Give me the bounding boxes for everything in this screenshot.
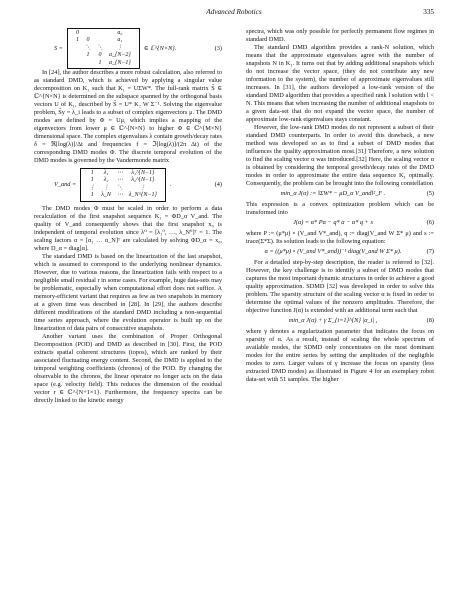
eq7-number: (7) xyxy=(426,248,434,255)
matrix-cell: 0 xyxy=(98,52,102,59)
eq3-matrix xyxy=(67,28,140,69)
matrix-cell: 1 xyxy=(90,177,94,184)
matrix-cell xyxy=(82,30,94,37)
equation-8 xyxy=(246,317,434,325)
matrix-cell: a_{N−1} xyxy=(108,59,131,66)
matrix-cell: λ₂ xyxy=(103,177,109,184)
matrix-cell: λ_N xyxy=(101,192,111,199)
eq7-body: α = ((μ*μ) ∘ (V_and V*_and))⁻¹ diag(V_and W Σ* μ). xyxy=(264,248,402,255)
equation-4 xyxy=(34,168,222,202)
matrix-cell: ⋱ xyxy=(116,184,123,191)
matrix-cell: λ_N^{N−1} xyxy=(128,192,157,199)
paragraph: This expression is a convex optimization problem which can be transformed into xyxy=(246,201,434,216)
matrix-cell: a₀ xyxy=(117,30,123,36)
eq3-number: (3) xyxy=(214,44,222,52)
running-header xyxy=(34,8,434,20)
paragraph: Another variant uses the combination of Proper Orthogonal Decomposition (POD) and DMD as described in [30]. First, the POD extracts spatial coherent structures (topos), which are ranked by their associated fluctuating energy content. Second, the DMD is applied to the temporal weighting coefficients (chronos) of the POD. By changing the observable to the chronos, the linear operator no longer acts on the data space (e.g. velocity field). This reduces the dimension of the residual vector r ∈ ℂ^{N+1×1}. Furthermore, the frequency spectra can be directly linked to the kinetic energy xyxy=(34,332,222,404)
matrix-cell: 1 xyxy=(90,192,94,199)
paragraph: However, the low-rank DMD modes do not represent a subset of their standard DMD counterparts. In order to avoid this drawback, a new method was developed so as to find a subset of DMD modes that influences the quality approximation most.[31] Therefore, a new solution to find the scaling vector α was introduced.[32] Here, the scaling vector α is obtained by considering the temporal growth/decay rates of the DMD modes in order to approximate the entire data sequence K₁ optimally. Consequently, the problem can be brought into the following constellation xyxy=(246,124,434,187)
journal-title: Advanced Robotics xyxy=(206,8,262,16)
paragraph: For a detailed step-by-step description, the reader is referred to [32]. However, the key challenge is to identify a subset of DMD modes that captures the most important dynamic structures in order to achieve a good quality approximation. SDMD [32] was developed in order to solve this problem. The sparsity structure of the scaling vector α is fixed in order to determine the optimal values of the nonzero amplitudes. Therefore, the objective function J(α) is extended with an additional term such that xyxy=(246,259,434,314)
paragraph: The DMD modes Φ must be scaled in order to perform a data recalculation of the first snapshot sequence K₁ = ΦD_α V_and. The quality of V_and consequently shows that the first snapshot x₀ is independent of temporal evolution since λ⁰ = [λ₁⁰, …, λ_N⁰]ᵀ = 1. The scaling factors α = [α₁ … α_N]ᵀ are calculated by solving ΦD_α = x₀, where D_α = diag[α]. xyxy=(34,204,222,252)
matrix-cell xyxy=(82,60,94,67)
equation-3 xyxy=(34,28,222,69)
eq4-matrix xyxy=(80,168,166,202)
eq4-lhs: V_and = xyxy=(54,180,77,188)
eq5-number: (5) xyxy=(426,190,434,197)
eq6-body: J(α) = α* Pα − q* α − α* q + s xyxy=(293,219,373,226)
eq4-rhs: . xyxy=(169,180,172,188)
matrix-cell: ⋯ xyxy=(116,177,123,184)
paragraph: The standard DMD algorithm provides a rank-N solution, which means that the approximate eigenvalues agree with the number of snapshots N in K₁. It turns out that by adding additional snapshots which do not increase the vector space, (they do not contribute any new information to the system), the number of approximate eigenvalues still increases. In [31], the authors developed a low-rank version of the standard DMD algorithm that provides a specified rank l solution with l < N. This means that when increasing the number of additional snapshots to a given data-set that do not expand the vector space, the number of approximate low-rank eigenvalues stays constant. xyxy=(246,44,434,123)
matrix-cell: λ₁^{N−1} xyxy=(131,170,155,177)
matrix-cell: ⋮ xyxy=(139,184,146,191)
matrix-cell: ⋯ xyxy=(116,170,123,177)
matrix-cell: 1 xyxy=(90,170,94,177)
matrix-cell: ⋮ xyxy=(89,184,96,191)
matrix-cell: ⋮ xyxy=(116,44,123,51)
right-column xyxy=(246,28,434,384)
matrix-cell: ⋮ xyxy=(103,184,110,191)
matrix-cell: λ₂^{N−1} xyxy=(131,177,155,184)
matrix-cell xyxy=(73,45,82,52)
matrix-cell: 0 xyxy=(86,37,90,44)
matrix-cell xyxy=(94,37,106,44)
paragraph: The standard DMD is based on the linearization of the last snapshot, which is assumed to correspond to the underlying nonlinear dynamics. However, due to various reasons, the linearization fails with respect to a negligible small residual r in some cases. For example, huge data-sets may be problematic, especially when computational effort does not suffice. A memory-efficient variant that requires as few as two snapshots in memory at a given time was described in [28]. In [29], the authors describe different modifications of the standard DMD including a non-sequential time series approach, where the evolution operator is built up on the linearization of data pairs of consecutive snapshots. xyxy=(34,252,222,332)
eq3-lhs: S = xyxy=(54,44,63,52)
eq8-number: (8) xyxy=(426,317,434,324)
equation-6 xyxy=(246,219,434,227)
matrix-cell: a_{N−2} xyxy=(108,52,131,59)
matrix-cell: ⋱ xyxy=(84,44,91,51)
eq8-body: min_α J(α) + γ Σ_{i=1}^{N} |α_i| , xyxy=(288,317,378,324)
paragraph: In [24], the author describes a more robust calculation, also referred to as standard DMD, which is achieved by applying a singular value decomposition on K₁ such that K₁ = UΣW*. The full-rank matrix S̃ ∈ ℂ^{N×N} is determined on the subspace spanned by the orthogonal basis vectors U of K₁, described by S̃ = U* K₂ W Σ⁻¹. Solving the eigenvalue problem, S̃y = λ_i leads to a subset of complex eigenvectors μ. The DMD modes are defined by Φ = Uμ, which implies a mapping of the eigenvectors from lower μ ∈ ℂ^{N×N} to higher Φ ∈ ℂ^{M×N} dimensional space. The complex eigenvalues λ contain growth/decay rates δ = ℜ[log(λ)]/Δt and frequencies f = ℑ[log(λ)]/(2π Δt) of the corresponding DMD modes Φ. The discrete temporal evolution of the DMD modes is governed by the Vandermonde matrix xyxy=(34,69,222,165)
eq3-rhs: ∈ ℂ^{N×N}. xyxy=(143,44,177,52)
equation-7 xyxy=(246,248,434,256)
eq6-number: (6) xyxy=(426,219,434,226)
matrix-cell xyxy=(73,52,82,59)
left-column xyxy=(34,28,222,405)
paragraph: spectra, which was only possible for perfectly permanent flow regimes in standard DMD. xyxy=(246,28,434,43)
equation-5 xyxy=(246,190,434,198)
matrix-cell: 1 xyxy=(98,59,102,66)
eq5-body: min_α J(α) := ‖ΣW* − μD_α V_and‖²_F . xyxy=(280,190,386,197)
matrix-cell: 1 xyxy=(86,52,90,59)
matrix-cell: ⋯ xyxy=(116,192,123,199)
paragraph: where P := (μ*μ) ∘ (V_and V*_and), q := diag(V_and W Σ* μ) and s := trace(Σ*Σ). Its solution leads to the following equation: xyxy=(246,230,434,245)
matrix-cell: a₁ xyxy=(117,37,123,44)
matrix-cell xyxy=(73,60,82,67)
matrix-cell: λ₁ xyxy=(103,170,109,177)
matrix-cell: 1 xyxy=(75,37,79,44)
page-number: 335 xyxy=(423,8,434,16)
eq4-number: (4) xyxy=(214,180,222,188)
paragraph: where γ denotes a regularization parameter that indicates the focus on sparsity of α. As a result, instead of scaling the whole spectrum of available modes, the SDMD only concentrates on the most dominant modes for the entire series by setting the amplitudes of the negligible modes to zero. Larger values of γ increase the focus on sparsity (less extracted DMD modes) as illustrated in Figure 4 for an exemplary robot data-set with 51 samples. The higher xyxy=(246,328,434,383)
matrix-cell: 0 xyxy=(75,30,79,36)
matrix-cell: ⋱ xyxy=(96,44,103,51)
matrix-cell xyxy=(94,30,106,37)
